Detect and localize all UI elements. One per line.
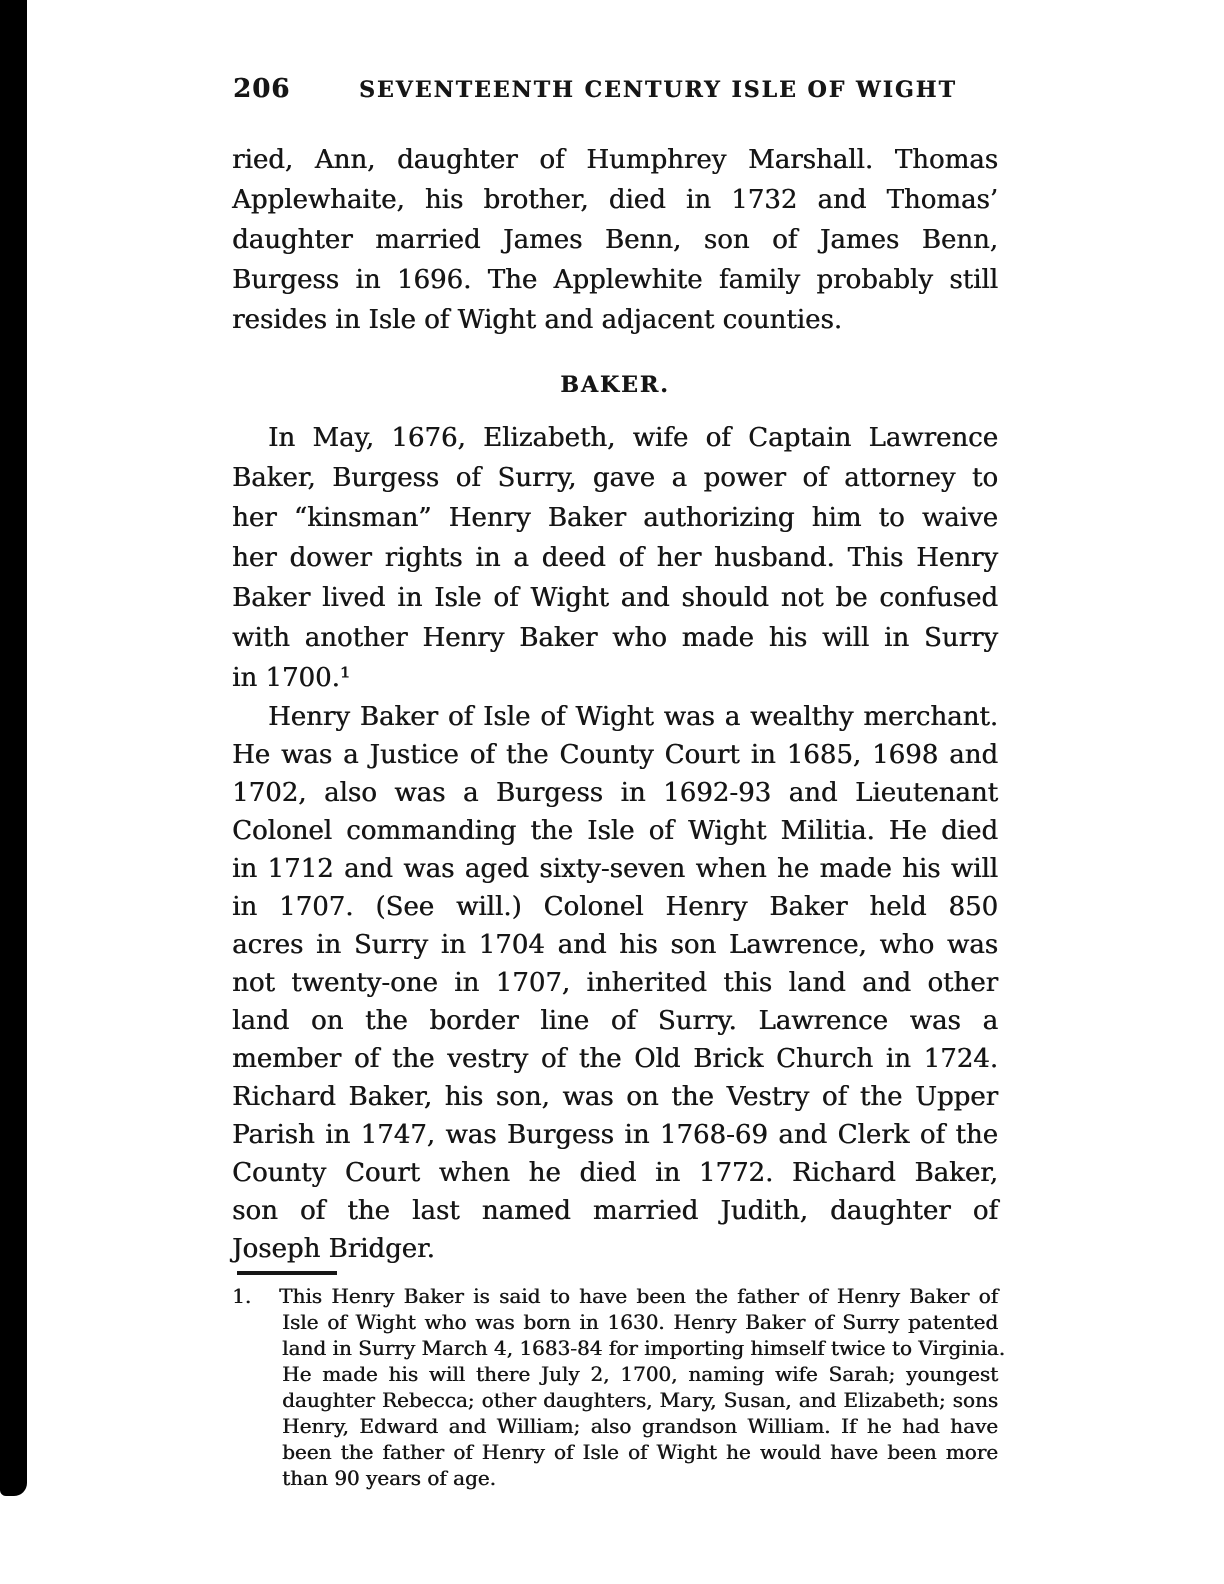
text-line: member of the vestry of the Old Brick Church in 1724. — [232, 1044, 998, 1074]
page-number: 206 — [233, 74, 291, 104]
text-line: her “kinsman” Henry Baker authorizing him to waive — [232, 503, 998, 533]
text-column — [232, 0, 1005, 1584]
footnote-line: land in Surry March 4, 1683-84 for importing himself twice to Virginia. — [282, 1336, 1005, 1360]
footnote-number: 1. — [232, 1284, 252, 1308]
running-title: SEVENTEENTH CENTURY ISLE OF WIGHT — [359, 77, 957, 103]
footnote-line: Isle of Wight who was born in 1630. Henry Baker of Surry patented — [282, 1310, 998, 1334]
scan-gutter-shadow — [0, 0, 27, 1496]
text-line: in 1700.¹ — [232, 663, 351, 693]
text-line: resides in Isle of Wight and adjacent counties. — [232, 305, 842, 335]
text-line: In May, 1676, Elizabeth, wife of Captain Lawrence — [268, 423, 998, 453]
footnote-line: daughter Rebecca; other daughters, Mary, Susan, and Elizabeth; sons — [282, 1388, 998, 1412]
text-line: Colonel commanding the Isle of Wight Militia. He died — [232, 816, 998, 846]
text-line: ried, Ann, daughter of Humphrey Marshall. Thomas — [232, 145, 998, 175]
text-line: Burgess in 1696. The Applewhite family probably still — [232, 265, 998, 295]
text-line: daughter married James Benn, son of James Benn, — [232, 225, 998, 255]
text-line: Joseph Bridger. — [232, 1234, 435, 1264]
text-line: in 1712 and was aged sixty-seven when he made his will — [232, 854, 998, 884]
footnote-line — [232, 1283, 998, 1309]
paragraph-henry-baker — [232, 698, 998, 1268]
footnote-text: This Henry Baker is said to have been the father of Henry Baker of — [279, 1284, 998, 1308]
text-line: Parish in 1747, was Burgess in 1768-69 and Clerk of the — [232, 1120, 998, 1150]
footnote — [232, 1283, 1005, 1491]
text-line: County Court when he died in 1772. Richard Baker, — [232, 1158, 998, 1188]
footnote-line: He made his will there July 2, 1700, naming wife Sarah; youngest — [282, 1362, 998, 1386]
text-line: land on the border line of Surry. Lawrence was a — [232, 1006, 998, 1036]
text-line: son of the last named married Judith, daughter of — [232, 1196, 998, 1226]
text-line: Applewhaite, his brother, died in 1732 and Thomas’ — [232, 185, 998, 215]
text-line: acres in Surry in 1704 and his son Lawrence, who was — [232, 930, 998, 960]
text-line: Baker, Burgess of Surry, gave a power of attorney to — [232, 463, 998, 493]
text-line: Richard Baker, his son, was on the Vestry of the Upper — [232, 1082, 998, 1112]
text-line: 1702, also was a Burgess in 1692-93 and Lieutenant — [232, 778, 998, 808]
text-line: not twenty-one in 1707, inherited this land and other — [232, 968, 998, 998]
footnote-line: than 90 years of age. — [282, 1466, 496, 1490]
text-line: Henry Baker of Isle of Wight was a wealthy merchant. — [268, 702, 998, 732]
paragraph-baker-intro — [232, 418, 998, 698]
footnote-line: been the father of Henry of Isle of Wight he would have been more — [282, 1440, 998, 1464]
footnote-line: Henry, Edward and William; also grandson William. If he had have — [282, 1414, 998, 1438]
text-line: with another Henry Baker who made his will in Surry — [232, 623, 998, 653]
text-line: her dower rights in a deed of her husband. This Henry — [232, 543, 998, 573]
section-heading-baker: BAKER. — [560, 372, 670, 398]
text-line: Baker lived in Isle of Wight and should not be confused — [232, 583, 998, 613]
paragraph-applewhite — [232, 140, 998, 340]
text-line: in 1707. (See will.) Colonel Henry Baker held 850 — [232, 892, 998, 922]
text-line: He was a Justice of the County Court in 1685, 1698 and — [232, 740, 998, 770]
footnote-rule — [237, 1271, 337, 1275]
